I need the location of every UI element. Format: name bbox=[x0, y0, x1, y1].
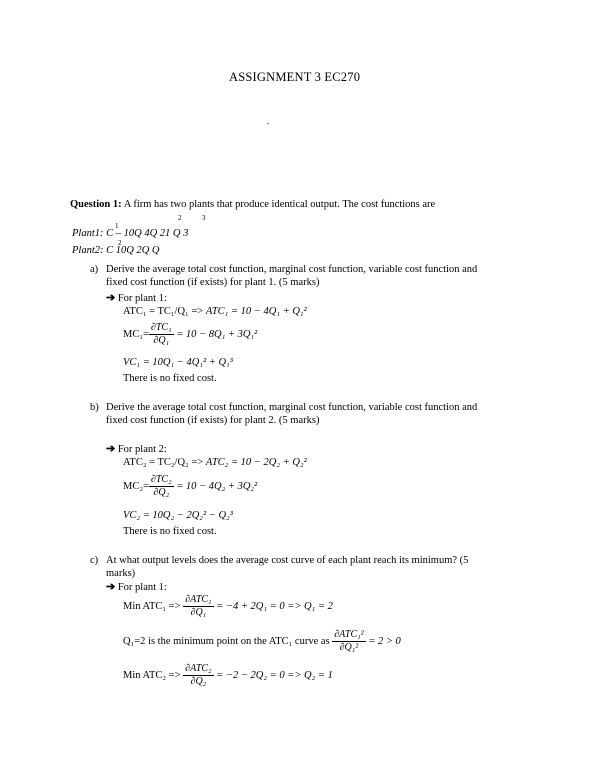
part-c-min1 bbox=[123, 594, 333, 619]
part-c-line1: At what output levels does the average cost curve of each plant reach its minimum? (5 bbox=[106, 555, 469, 566]
plant1-sup-1: 1 bbox=[115, 222, 119, 230]
part-c-min1-fraction bbox=[183, 594, 213, 619]
part-c-marker: c) bbox=[90, 555, 99, 566]
plant1-name: Plant1 bbox=[72, 228, 100, 239]
part-b-mc-lhs: MC₂= bbox=[123, 480, 149, 492]
part-a-atc-lhs: ATC₁ = TC₁/Q₁ => bbox=[123, 306, 204, 317]
part-b-bullet-text: For plant 2: bbox=[117, 444, 167, 455]
part-c-min1-num: ∂ATC₁ bbox=[185, 594, 212, 605]
arrow-icon: ➔ bbox=[106, 443, 116, 455]
question-1-body: A firm has two plants that produce identical output. The cost functions are bbox=[123, 199, 436, 210]
part-a-vc: VC₁ = 10Q₁ − 4Q₁² + Q₁³ bbox=[123, 357, 233, 368]
part-b-mc-num: ∂TC₂ bbox=[150, 474, 172, 485]
page-title: ASSIGNMENT 3 EC270 bbox=[229, 70, 361, 84]
part-c-min2-fraction bbox=[183, 663, 213, 688]
part-c-min2-rhs: = −2 − 2Q₂ = 0 => Q₂ = 1 bbox=[216, 669, 333, 681]
part-b-atc bbox=[123, 457, 307, 468]
part-a-mc-den: ∂Q₁ bbox=[153, 335, 170, 346]
part-b-marker: b) bbox=[90, 402, 99, 413]
stray-dot: . bbox=[267, 116, 270, 126]
part-c-min1-den: ∂Q₁ bbox=[190, 607, 207, 618]
part-b-mc-fraction bbox=[149, 474, 174, 499]
part-c-q1-num: ∂ATC₁² bbox=[334, 629, 364, 640]
plant2-cost-function bbox=[72, 245, 160, 256]
part-c-q1-den: ∂Q₁² bbox=[339, 642, 359, 653]
part-a-mc-lhs: MC₁= bbox=[123, 328, 149, 340]
part-a-atc-rhs: ATC₁ = 10 − 4Q₁ + Q₁² bbox=[205, 306, 307, 317]
part-a-marker: a) bbox=[90, 264, 99, 275]
part-c-q1-text: Q₁=2 is the minimum point on the ATC₁ curve as bbox=[123, 635, 330, 647]
part-c-min2-lhs: Min ATC₂ => bbox=[123, 669, 181, 681]
part-a-mc-num: ∂TC₁ bbox=[150, 322, 172, 333]
plant1-sup-3: 3 bbox=[202, 214, 206, 222]
part-c-bullet-text: For plant 1: bbox=[117, 582, 167, 593]
part-a-atc bbox=[123, 306, 307, 317]
part-b-mc bbox=[123, 474, 257, 499]
part-a-mc-rhs: = 10 − 8Q₁ + 3Q₁² bbox=[176, 328, 258, 340]
part-a-line2: fixed cost function (if exists) for plant 1. (5 marks) bbox=[106, 277, 320, 288]
plant1-sup-2: 2 bbox=[178, 214, 182, 222]
arrow-icon: ➔ bbox=[106, 581, 116, 593]
part-c-min1-lhs: Min ATC₁ => bbox=[123, 600, 181, 612]
part-c-line2: marks) bbox=[106, 568, 136, 579]
part-c-q1 bbox=[123, 629, 401, 654]
part-b-bullet bbox=[106, 442, 167, 455]
part-b-vc: VC₂ = 10Q₂ − 2Q₂² − Q₂³ bbox=[123, 510, 233, 521]
part-c-min2 bbox=[123, 663, 333, 688]
plant2-expr: : C 10Q 2Q Q bbox=[100, 245, 160, 256]
plant1-cost-function bbox=[72, 228, 188, 239]
part-a-mc bbox=[123, 322, 257, 347]
plant1-expr: : C – 10Q 4Q 21 Q 3 bbox=[100, 228, 189, 239]
part-a-bullet bbox=[106, 291, 167, 304]
part-b-mc-rhs: = 10 − 4Q₂ + 3Q₂² bbox=[176, 480, 258, 492]
part-c-min1-rhs: = −4 + 2Q₁ = 0 => Q₁ = 2 bbox=[216, 600, 333, 612]
part-c-bullet bbox=[106, 580, 167, 593]
part-c-q1-rhs: = 2 > 0 bbox=[368, 635, 401, 647]
part-a-line1: Derive the average total cost function, marginal cost function, variable cost function and bbox=[106, 264, 478, 275]
question-1-text bbox=[70, 199, 435, 210]
part-b-atc-lhs: ATC₂ = TC₂/Q₂ => bbox=[123, 457, 204, 468]
plant2-name: Plant2 bbox=[72, 245, 100, 256]
part-c-min2-den: ∂Q₂ bbox=[190, 676, 207, 687]
part-a-mc-fraction bbox=[149, 322, 174, 347]
part-c-min2-num: ∂ATC₂ bbox=[185, 663, 212, 674]
part-a-bullet-text: For plant 1: bbox=[117, 293, 167, 304]
part-c-q1-fraction bbox=[332, 629, 365, 654]
question-1-label: Question 1: bbox=[70, 199, 122, 210]
part-b-line2: fixed cost function (if exists) for plant 2. (5 marks) bbox=[106, 415, 320, 426]
part-b-fixed: There is no fixed cost. bbox=[123, 526, 217, 537]
part-b-mc-den: ∂Q₂ bbox=[153, 487, 170, 498]
plant2-sup: 2 bbox=[118, 239, 122, 247]
arrow-icon: ➔ bbox=[106, 292, 116, 304]
part-b-atc-rhs: ATC₂ = 10 − 2Q₂ + Q₂² bbox=[205, 457, 307, 468]
part-a-fixed: There is no fixed cost. bbox=[123, 373, 217, 384]
part-b-line1: Derive the average total cost function, marginal cost function, variable cost function and bbox=[106, 402, 478, 413]
